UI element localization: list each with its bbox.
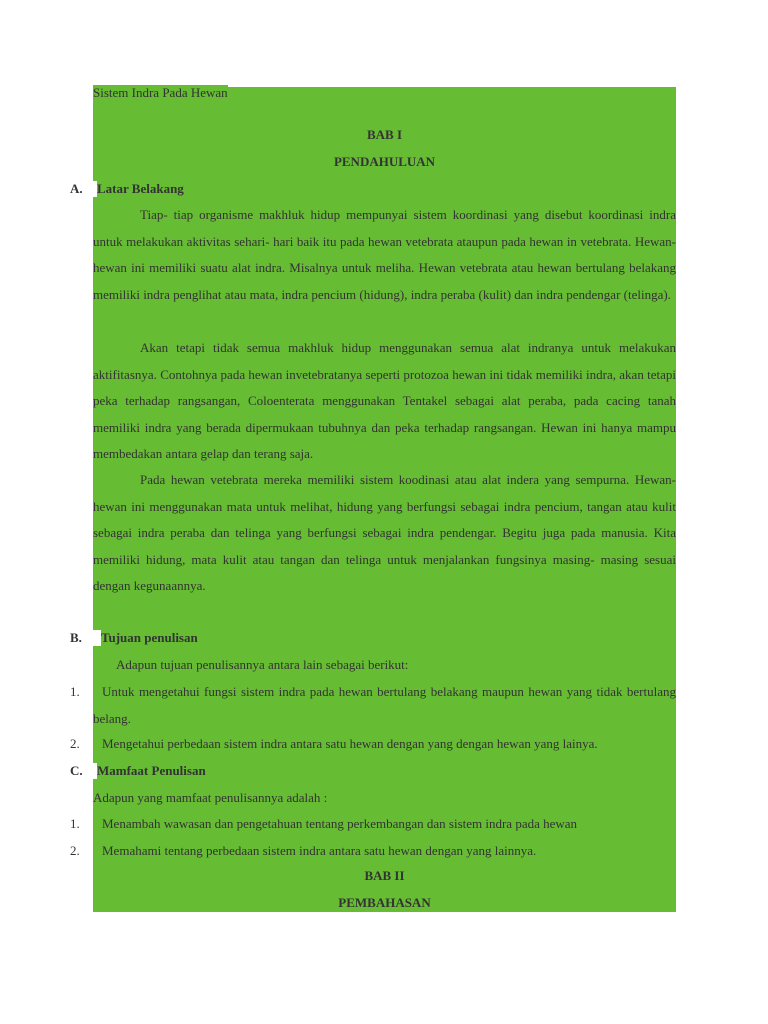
document-title: Sistem Indra Pada Hewan — [93, 85, 228, 100]
b-item-1-text: Untuk mengetahui fungsi sistem indra pada hewan bertulang belakang maupun hewan yang tidak bertulang belang. — [93, 684, 676, 726]
c-item-1-number: 1. — [70, 816, 93, 832]
section-c-intro: Adapun yang mamfaat penulisannya adalah : — [93, 790, 328, 805]
section-b-heading — [70, 630, 198, 646]
c-item-1-text: Menambah wawasan dan pengetahuan tentang perkembangan dan sistem indra pada hewan — [102, 816, 578, 831]
section-b-intro: Adapun tujuan penulisannya antara lain sebagai berikut: — [116, 657, 409, 672]
section-c-heading — [70, 763, 206, 779]
b-item-1-number: 1. — [70, 684, 93, 700]
section-a-title: Latar Belakang — [97, 181, 184, 196]
bab1-label: BAB I — [366, 127, 403, 142]
c-item-2-text: Memahami tentang perbedaan sistem indra antara satu hewan dengan yang lainnya. — [102, 843, 537, 858]
section-c-title: Mamfaat Penulisan — [97, 763, 206, 778]
bab2-label: BAB II — [364, 868, 405, 883]
section-a-letter: A. — [70, 181, 97, 197]
section-b-title: Tujuan penulisan — [101, 630, 198, 645]
bab1-title: PENDAHULUAN — [333, 154, 436, 169]
paragraph-1: Tiap- tiap organisme makhluk hidup mempunyai sistem koordinasi yang disebut koordinasi indra untuk melakukan aktivitas sehari- hari baik itu pada hewan vetebrata ataupun pada hewan in vetebrata. Hewan- hewan ini memiliki suatu alat indra. Misalnya untuk meliha. Hewan vetebrata atau hewan bertulang belakang memiliki indra penglihat atau mata, indra pencium (hidung), indra peraba (kulit) dan indra pendengar (telinga). — [93, 207, 676, 302]
b-item-2-number: 2. — [70, 736, 93, 752]
bab2-title: PEMBAHASAN — [338, 895, 431, 910]
b-item-2-text: Mengetahui perbedaan sistem indra antara satu hewan dengan yang dengan hewan yang lainya. — [102, 736, 598, 751]
section-c-letter: C. — [70, 763, 97, 779]
section-b-letter: B. — [70, 630, 101, 646]
c-item-2-number: 2. — [70, 843, 93, 859]
section-a-heading — [70, 181, 184, 197]
paragraph-2: Akan tetapi tidak semua makhluk hidup menggunakan semua alat indranya untuk melakukan aktifitasnya. Contohnya pada hewan invetebratanya seperti protozoa hewan ini tidak memiliki indra, akan tetapi peka terhadap rangsangan, Coloenterata menggunakan Tentakel sebagai alat peraba, pada cacing tanah memiliki indra yang berada dipermukaan tubuhnya dan peka terhadap rangsangan. Hewan ini hanya mampu membedakan antara gelap dan terang saja. — [93, 340, 676, 461]
paragraph-3: Pada hewan vetebrata mereka memiliki sistem koodinasi atau alat indera yang sempurna. Hewan- hewan ini menggunakan mata untuk melihat, hidung yang berfungsi sebagai indra pencium, tangan atau kulit sebagai indra peraba dan telinga yang berfungsi sebagai indra pendengar. Begitu juga pada manusia. Kita memiliki hidung, mata kulit atau tangan dan telinga untuk menjalankan fungsinya masing- masing sesuai dengan kegunaannya. — [93, 472, 676, 593]
